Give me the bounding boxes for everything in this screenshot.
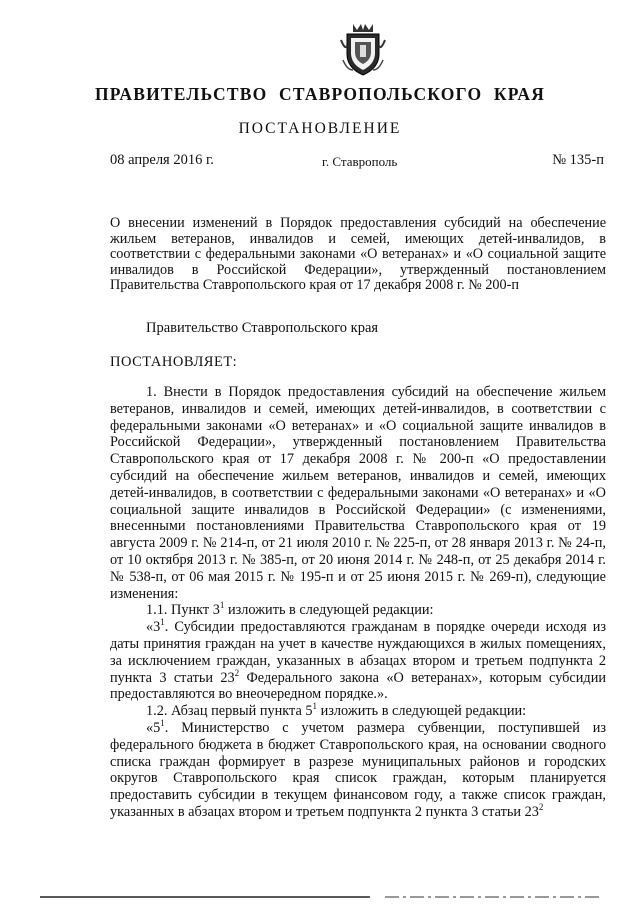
superscript: 2 xyxy=(234,667,240,678)
government-title: ПРАВИТЕЛЬСТВО СТАВРОПОЛЬСКОГО КРАЯ xyxy=(94,84,546,104)
paragraph-quote-3-1 xyxy=(110,619,606,703)
superscript: 1 xyxy=(160,718,165,729)
document-type: ПОСТАНОВЛЕНИЕ xyxy=(238,120,402,137)
document-number: № 135-п xyxy=(552,152,604,168)
paragraph-text: изложить в следующей редакции: xyxy=(224,602,434,619)
paragraph-text: . Министерство с учетом размера субвенции, поступившей из федерального бюджета в бюджет Ставропольского края, на основании сводного списка граждан формирует в разрезе муниципальных районов и городских округов Ставропольского края список граждан, которым планируется предоставить субсидии в текущем финансовом году, а также список граждан, указанных в абзацах втором и третьем подпункта 2 пункта 3 статьи 23 xyxy=(110,719,606,820)
superscript: 1 xyxy=(160,617,165,628)
document-subject: О внесении изменений в Порядок предоставления субсидий на обеспечение жильем ветеранов, инвалидов и семей, имеющих детей-инвалидов, в соответствии с федеральными законами «О ветеранах» и «О социальной защите инвалидов в Российской Федерации», утвержденный постановлением Правительства Ставропольского края от 17 декабря 2008 г. № 200-п xyxy=(110,215,606,294)
document-city: г. Ставрополь xyxy=(322,154,398,169)
stavropol-coat-of-arms-icon xyxy=(339,20,387,78)
paragraph-text: изложить в следующей редакции: xyxy=(317,703,527,720)
document-date: 08 апреля 2016 г. xyxy=(110,152,214,168)
paragraph-text: 1.2. Абзац первый пункта 5 xyxy=(146,703,313,720)
paragraph-text: . Субсидии предоставляются гражданам в порядке очереди исходя из даты принятия граждан на учет в качестве нуждающихся в жилых помещениях, за исключением граждан, указанных в абзацах втором и третьем подпункта 2 пункта 3 статьи 23 xyxy=(110,619,606,686)
decree-word: ПОСТАНОВЛЯЕТ: xyxy=(110,354,238,370)
footer-rule xyxy=(40,893,600,901)
superscript: 2 xyxy=(538,802,544,813)
paragraph-text: 1.1. Пункт 3 xyxy=(146,602,220,619)
paragraph-text: «3 xyxy=(146,619,161,636)
paragraph-1-1 xyxy=(110,602,606,619)
paragraph-1: 1. Внести в Порядок предоставления субсидий на обеспечение жильем ветеранов, инвалидов и семей, имеющих детей-инвалидов, в соответствии с федеральными законами «О ветеранах» и «О социальной защите инвалидов в Российской Федерации», утвержденный постановлением Правительства Ставропольского края от 17 декабря 2008 г. № 200-п «О предоставлении субсидий на обеспечение жильем ветеранов, инвалидов и семей, имеющих детей-инвалидов, в соответствии с федеральными законами «О ветеранах» и «О социальной защите инвалидов в Российской Федерации» (с изменениями, внесенными постановлениями Правительства Ставропольского края от 19 августа 2009 г. № 214-п, от 21 июля 2010 г. № 225-п, от 28 января 2013 г. № 24-п, от 10 октября 2013 г. № 385-п, от 20 июня 2014 г. № 248-п, от 25 декабря 2014 г. № 538-п, от 06 мая 2015 г. № 195-п и от 25 июня 2015 г. № 269-п), следующие изменения: xyxy=(110,384,606,602)
superscript: 1 xyxy=(219,600,225,611)
superscript: 1 xyxy=(312,701,318,712)
paragraph-text: «5 xyxy=(146,719,161,736)
paragraph-1-2 xyxy=(110,703,606,720)
paragraph-quote-5-1 xyxy=(110,720,606,821)
paragraph-text: Федерального закона «О ветеранах», которым субсидии предоставляются во внеочередном порядке.». xyxy=(110,669,606,703)
document-body xyxy=(110,384,606,821)
issuer-line: Правительство Ставропольского края xyxy=(146,320,379,336)
